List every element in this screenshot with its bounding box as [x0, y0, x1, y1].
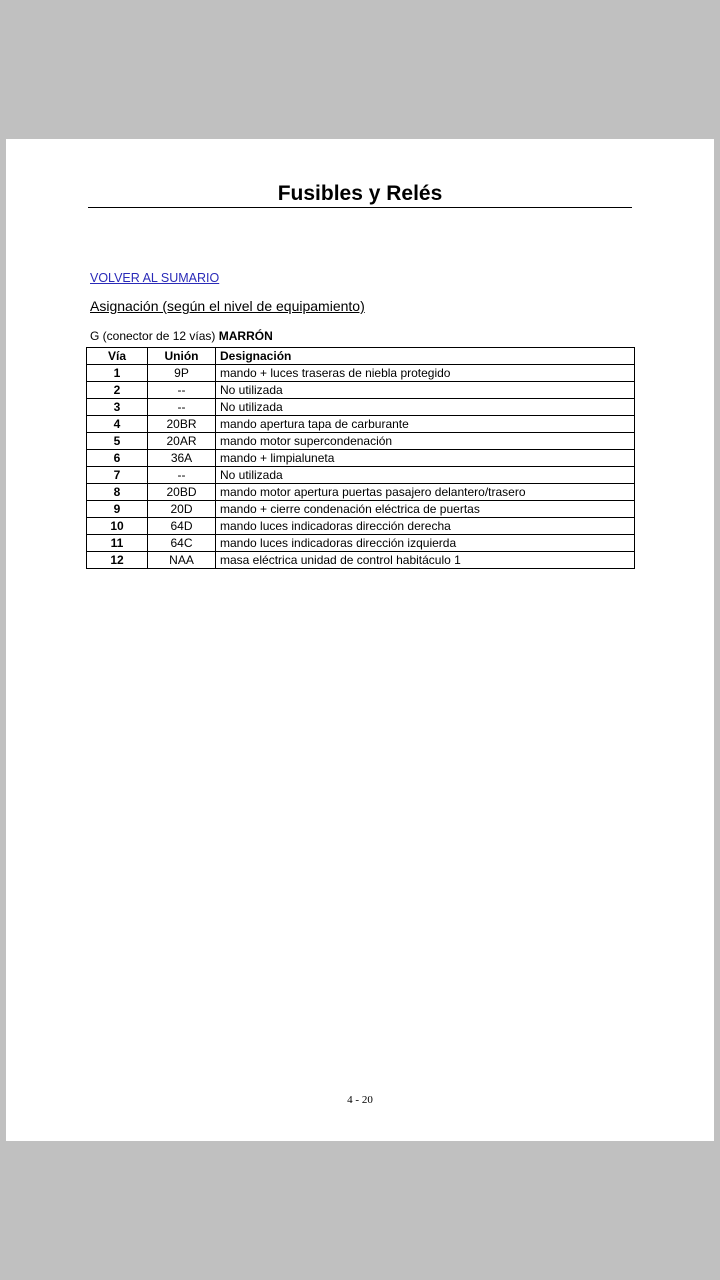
document-page — [6, 139, 714, 1141]
connector-color: MARRÓN — [218, 329, 273, 343]
header-designacion: Designación — [216, 348, 635, 365]
cell-designacion: mando luces indicadoras dirección derecha — [216, 518, 635, 535]
table-row — [87, 365, 635, 382]
cell-via: 6 — [87, 450, 148, 467]
section-heading: Asignación (según el nivel de equipamiento) — [90, 298, 365, 314]
table-row — [87, 484, 635, 501]
cell-designacion: mando motor supercondenación — [216, 433, 635, 450]
cell-designacion: mando + luces traseras de niebla protegido — [216, 365, 635, 382]
header-union: Unión — [148, 348, 216, 365]
cell-union: 20BD — [148, 484, 216, 501]
cell-via: 1 — [87, 365, 148, 382]
cell-via: 2 — [87, 382, 148, 399]
cell-designacion: masa eléctrica unidad de control habitáculo 1 — [216, 552, 635, 569]
cell-designacion: mando apertura tapa de carburante — [216, 416, 635, 433]
cell-via: 9 — [87, 501, 148, 518]
cell-union: 20BR — [148, 416, 216, 433]
header-via: Vía — [87, 348, 148, 365]
cell-via: 12 — [87, 552, 148, 569]
pin-assignment-table — [86, 347, 635, 569]
table-row — [87, 518, 635, 535]
cell-union: 64D — [148, 518, 216, 535]
cell-union: 20AR — [148, 433, 216, 450]
page-title: Fusibles y Relés — [277, 182, 443, 205]
cell-via: 5 — [87, 433, 148, 450]
connector-caption-prefix: G (conector de 12 vías) — [90, 329, 219, 343]
back-to-summary-link[interactable]: VOLVER AL SUMARIO — [90, 271, 220, 285]
cell-union: 36A — [148, 450, 216, 467]
cell-via: 8 — [87, 484, 148, 501]
cell-via: 11 — [87, 535, 148, 552]
cell-designacion: No utilizada — [216, 382, 635, 399]
title-underline-rule — [88, 207, 632, 208]
table-row — [87, 382, 635, 399]
table-body — [87, 365, 635, 569]
cell-union: 20D — [148, 501, 216, 518]
cell-union: -- — [148, 467, 216, 484]
table-row — [87, 399, 635, 416]
cell-designacion: mando motor apertura puertas pasajero delantero/trasero — [216, 484, 635, 501]
table-row — [87, 450, 635, 467]
cell-designacion: mando + limpialuneta — [216, 450, 635, 467]
table-row — [87, 433, 635, 450]
page-number: 4 - 20 — [347, 1094, 373, 1106]
cell-union: -- — [148, 399, 216, 416]
table-row — [87, 416, 635, 433]
cell-union: 64C — [148, 535, 216, 552]
cell-via: 7 — [87, 467, 148, 484]
table-row — [87, 535, 635, 552]
table-row — [87, 501, 635, 518]
cell-designacion: mando luces indicadoras dirección izquierda — [216, 535, 635, 552]
cell-designacion: No utilizada — [216, 399, 635, 416]
cell-union: -- — [148, 382, 216, 399]
table-row — [87, 467, 635, 484]
cell-via: 10 — [87, 518, 148, 535]
cell-via: 4 — [87, 416, 148, 433]
cell-union: NAA — [148, 552, 216, 569]
cell-union: 9P — [148, 365, 216, 382]
cell-designacion: No utilizada — [216, 467, 635, 484]
connector-caption — [90, 329, 273, 343]
cell-designacion: mando + cierre condenación eléctrica de puertas — [216, 501, 635, 518]
table-row — [87, 552, 635, 569]
table-header-row — [87, 348, 635, 365]
cell-via: 3 — [87, 399, 148, 416]
